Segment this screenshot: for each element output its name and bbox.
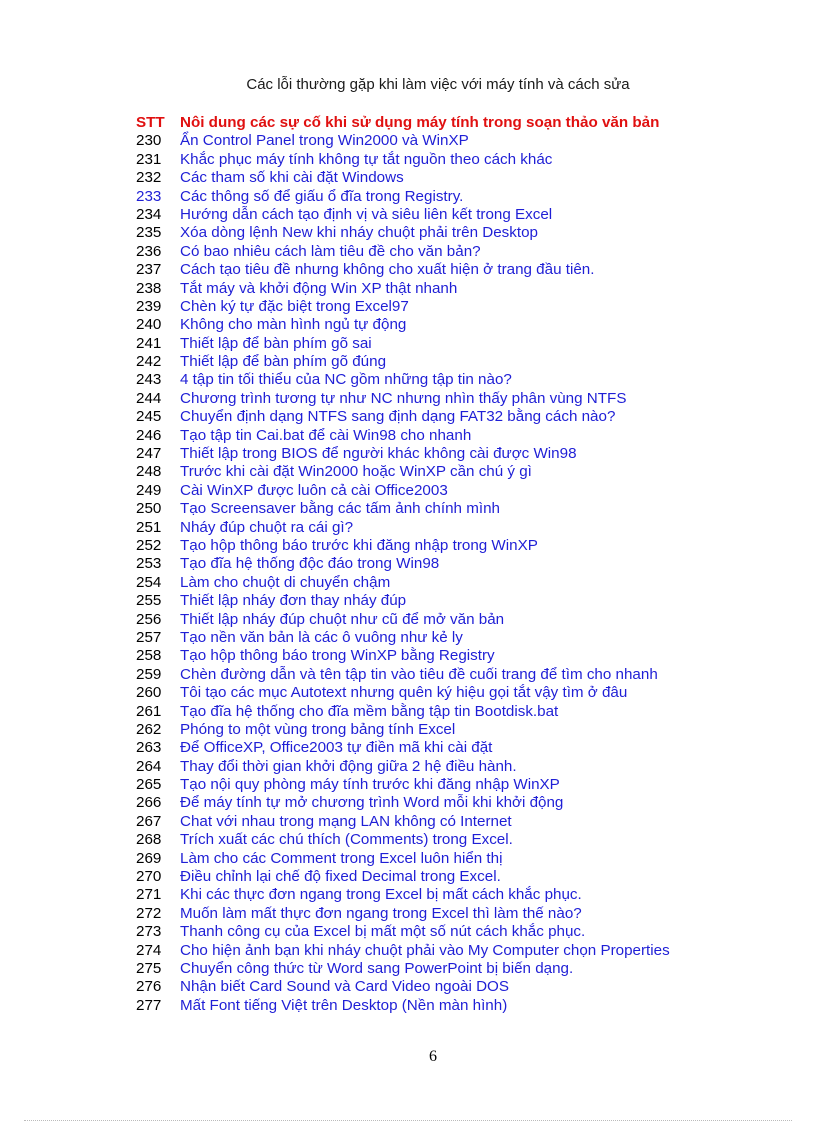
- topic-list: [136, 114, 816, 1015]
- item-number: 271: [136, 886, 162, 904]
- item-text: Thay đổi thời gian khởi động giữa 2 hệ điều hành.: [180, 757, 517, 775]
- item-number: 231: [136, 150, 162, 168]
- list-item: [136, 280, 816, 298]
- item-text: Điều chỉnh lại chế độ fixed Decimal trong Excel.: [180, 868, 501, 886]
- list-item: [136, 850, 816, 868]
- list-item: [136, 776, 816, 794]
- list-item: [136, 371, 816, 389]
- item-number: 259: [136, 665, 162, 683]
- item-number: 237: [136, 261, 162, 279]
- list-item: [136, 500, 816, 518]
- item-number: 272: [136, 904, 162, 922]
- footer-divider: [24, 1120, 792, 1121]
- item-text: Không cho màn hình ngủ tự động: [180, 316, 407, 334]
- list-rows: [136, 132, 816, 1015]
- item-text: Muốn làm mất thực đơn ngang trong Excel thì làm thế nào?: [180, 904, 582, 922]
- item-text: Nháy đúp chuột ra cái gì?: [180, 518, 354, 536]
- item-text: Chuyển định dạng NTFS sang định dạng FAT32 bằng cách nào?: [180, 408, 616, 426]
- list-item: [136, 831, 816, 849]
- item-number: 247: [136, 445, 162, 463]
- item-number: 267: [136, 812, 162, 830]
- item-number: 257: [136, 628, 162, 646]
- item-number: 230: [136, 132, 162, 150]
- item-text: Làm cho các Comment trong Excel luôn hiển thị: [180, 849, 503, 867]
- list-item: [136, 794, 816, 812]
- item-number: 234: [136, 205, 162, 223]
- list-item: [136, 666, 816, 684]
- list-item: [136, 739, 816, 757]
- item-number: 246: [136, 426, 162, 444]
- list-item: [136, 298, 816, 316]
- list-item: [136, 923, 816, 941]
- item-text: Ẩn Control Panel trong Win2000 và WinXP: [180, 132, 469, 150]
- item-text: Các thông số để giấu ổ đĩa trong Registry.: [180, 187, 464, 205]
- list-item: [136, 390, 816, 408]
- item-text: Để OfficeXP, Office2003 tự điền mã khi cài đặt: [180, 739, 493, 757]
- item-text: Chèn ký tự đặc biệt trong Excel97: [180, 297, 409, 315]
- item-number: 264: [136, 757, 162, 775]
- item-number: 256: [136, 610, 162, 628]
- item-number: 273: [136, 923, 162, 941]
- item-text: Thanh công cụ của Excel bị mất một số nút cách khắc phục.: [180, 923, 586, 941]
- item-text: Tạo hộp thông báo trong WinXP bằng Registry: [180, 647, 495, 665]
- list-item: [136, 132, 816, 150]
- item-text: Các tham số khi cài đặt Windows: [180, 169, 404, 187]
- item-text: Chèn đường dẫn và tên tập tin vào tiêu đề cuối trang để tìm cho nhanh: [180, 665, 658, 683]
- list-item: [136, 868, 816, 886]
- item-text: Chuyển công thức từ Word sang PowerPoint bị biến dạng.: [180, 959, 574, 977]
- list-item: [136, 960, 816, 978]
- item-text: Tạo hộp thông báo trước khi đăng nhập trong WinXP: [180, 536, 538, 554]
- item-number: 253: [136, 555, 162, 573]
- item-number: 242: [136, 353, 162, 371]
- item-text: Thiết lập để bàn phím gõ sai: [180, 334, 372, 352]
- list-item: [136, 519, 816, 537]
- item-text: Tắt máy và khởi động Win XP thật nhanh: [180, 279, 458, 297]
- item-text: Thiết lập nháy đơn thay nháy đúp: [180, 592, 407, 610]
- item-number: 236: [136, 242, 162, 260]
- item-text: Thiết lập để bàn phím gõ đúng: [180, 353, 387, 371]
- list-item: [136, 978, 816, 996]
- list-item: [136, 243, 816, 261]
- item-text: Chương trình tương tự như NC nhưng nhìn thấy phân vùng NTFS: [180, 389, 627, 407]
- list-item: [136, 942, 816, 960]
- item-number: 275: [136, 959, 162, 977]
- item-text: Thiết lập nháy đúp chuột như cũ để mở văn bản: [180, 610, 505, 628]
- list-item: [136, 703, 816, 721]
- list-header-row: [136, 114, 816, 132]
- item-text: Tạo tập tin Cai.bat để cài Win98 cho nhanh: [180, 426, 472, 444]
- list-item: [136, 316, 816, 334]
- item-text: Xóa dòng lệnh New khi nháy chuột phải trên Desktop: [180, 224, 538, 242]
- item-text: Phóng to một vùng trong bảng tính Excel: [180, 720, 456, 738]
- item-number: 252: [136, 536, 162, 554]
- item-number: 245: [136, 408, 162, 426]
- list-item: [136, 206, 816, 224]
- item-number: 263: [136, 739, 162, 757]
- item-number: 266: [136, 794, 162, 812]
- list-item: [136, 169, 816, 187]
- list-item: [136, 997, 816, 1015]
- list-item: [136, 684, 816, 702]
- item-text: Có bao nhiêu cách làm tiêu đề cho văn bản?: [180, 242, 481, 260]
- item-number: 262: [136, 720, 162, 738]
- item-number: 276: [136, 978, 162, 996]
- item-text: Khi các thực đơn ngang trong Excel bị mất cách khắc phục.: [180, 886, 582, 904]
- page-header-title: Các lỗi thường gặp khi làm việc với máy tính và cách sửa: [246, 76, 630, 93]
- item-number: 235: [136, 224, 162, 242]
- item-number: 249: [136, 481, 162, 499]
- item-number: 258: [136, 647, 162, 665]
- item-text: Tạo đĩa hệ thống độc đáo trong Win98: [180, 555, 440, 573]
- item-number: 277: [136, 996, 162, 1014]
- item-number: 248: [136, 463, 162, 481]
- list-item: [136, 611, 816, 629]
- item-number: 268: [136, 831, 162, 849]
- item-number: 254: [136, 573, 162, 591]
- item-number: 261: [136, 702, 162, 720]
- item-text: Trích xuất các chú thích (Comments) trong Excel.: [180, 831, 513, 849]
- list-item: [136, 261, 816, 279]
- list-item: [136, 905, 816, 923]
- item-number: 250: [136, 500, 162, 518]
- list-item: [136, 188, 816, 206]
- list-item: [136, 151, 816, 169]
- list-item: [136, 592, 816, 610]
- item-number: 255: [136, 592, 162, 610]
- list-item: [136, 886, 816, 904]
- item-text: Để máy tính tự mở chương trình Word mỗi khi khởi động: [180, 794, 564, 812]
- item-text: Khắc phục máy tính không tự tắt nguồn theo cách khác: [180, 150, 553, 168]
- item-number: 238: [136, 279, 162, 297]
- item-text: Tạo đĩa hệ thống cho đĩa mềm bằng tập tin Bootdisk.bat: [180, 702, 559, 720]
- list-item: [136, 427, 816, 445]
- list-item: [136, 574, 816, 592]
- list-item: [136, 813, 816, 831]
- list-item: [136, 353, 816, 371]
- item-text: Cách tạo tiêu đề nhưng không cho xuất hiện ở trang đầu tiên.: [180, 261, 595, 279]
- list-item: [136, 721, 816, 739]
- list-item: [136, 482, 816, 500]
- list-item: [136, 224, 816, 242]
- list-item: [136, 335, 816, 353]
- item-text: Nhận biết Card Sound và Card Video ngoài DOS: [180, 978, 509, 996]
- item-text: Chat với nhau trong mạng LAN không có Internet: [180, 812, 512, 830]
- item-number: 269: [136, 849, 162, 867]
- item-number: 241: [136, 334, 162, 352]
- item-number: 265: [136, 776, 162, 794]
- list-item: [136, 555, 816, 573]
- item-text: Làm cho chuột di chuyển chậm: [180, 573, 391, 591]
- page-number: 6: [429, 1048, 437, 1065]
- column-content-heading: Nôi dung các sự cố khi sử dụng máy tính trong soạn thảo văn bản: [180, 114, 660, 131]
- item-number: 251: [136, 518, 162, 536]
- list-item: [136, 463, 816, 481]
- list-item: [136, 408, 816, 426]
- item-number: 260: [136, 684, 162, 702]
- item-number: 243: [136, 371, 162, 389]
- column-stt-heading: STT: [136, 114, 165, 131]
- item-text: Tạo nền văn bản là các ô vuông như kẻ ly: [180, 628, 463, 646]
- item-text: 4 tập tin tối thiểu của NC gồm những tập tin nào?: [180, 371, 512, 389]
- item-number: 233: [136, 187, 162, 205]
- item-number: 239: [136, 297, 162, 315]
- item-text: Tạo Screensaver bằng các tấm ảnh chính mình: [180, 500, 500, 518]
- item-text: Thiết lập trong BIOS để người khác không cài được Win98: [180, 445, 577, 463]
- item-number: 244: [136, 389, 162, 407]
- item-number: 240: [136, 316, 162, 334]
- item-number: 232: [136, 169, 162, 187]
- item-text: Mất Font tiếng Việt trên Desktop (Nền màn hình): [180, 996, 508, 1014]
- item-text: Trước khi cài đặt Win2000 hoặc WinXP cần chú ý gì: [180, 463, 532, 481]
- item-text: Hướng dẫn cách tạo định vị và siêu liên kết trong Excel: [180, 205, 553, 223]
- item-number: 274: [136, 941, 162, 959]
- list-item: [136, 629, 816, 647]
- list-item: [136, 537, 816, 555]
- item-text: Tôi tạo các mục Autotext nhưng quên ký hiệu gọi tắt vậy tìm ở đâu: [180, 684, 628, 702]
- list-item: [136, 758, 816, 776]
- item-text: Tạo nội quy phòng máy tính trước khi đăng nhập WinXP: [180, 776, 560, 794]
- item-text: Cài WinXP được luôn cả cài Office2003: [180, 481, 448, 499]
- item-text: Cho hiện ảnh bạn khi nháy chuột phải vào My Computer chọn Properties: [180, 941, 670, 959]
- list-item: [136, 445, 816, 463]
- item-number: 270: [136, 868, 162, 886]
- list-item: [136, 647, 816, 665]
